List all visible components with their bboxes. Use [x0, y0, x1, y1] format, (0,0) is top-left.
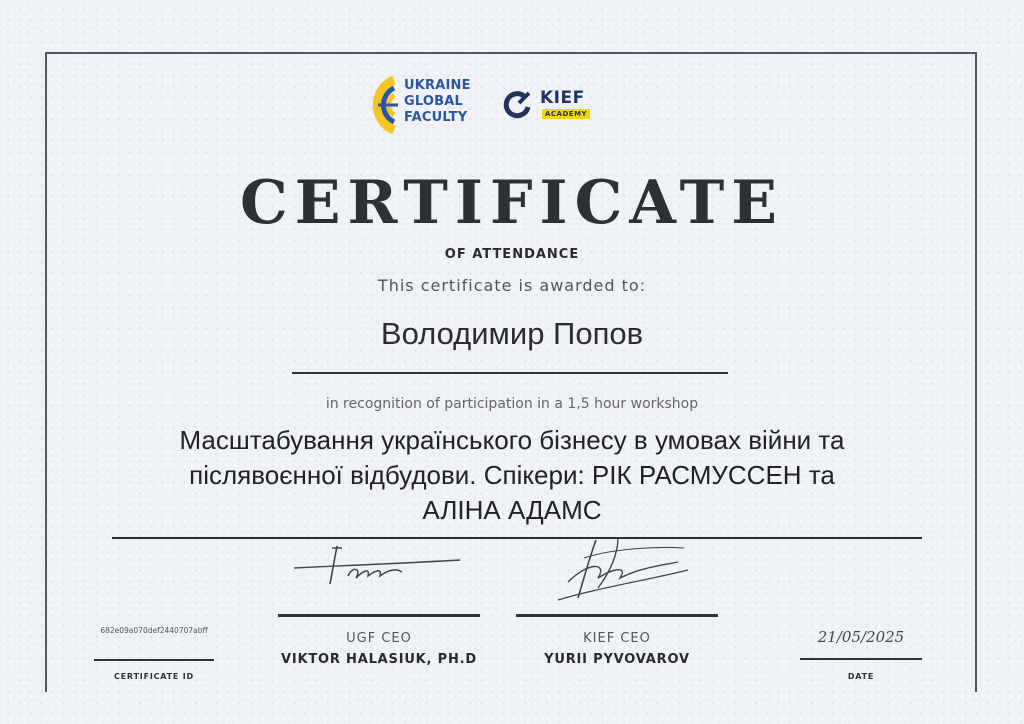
recipient-underline [292, 372, 728, 374]
awarded-text: This certificate is awarded to: [377, 276, 647, 295]
ugf-logo [364, 74, 484, 138]
date-label: DATE [847, 672, 875, 681]
date-value: 21/05/2025 [817, 628, 905, 646]
kief-ceo-name: YURII PYVOVAROV [544, 652, 690, 667]
logo-bar [364, 74, 664, 138]
kief-ceo-signature [548, 532, 698, 606]
recipient-name: Володимир Попов [380, 316, 644, 351]
workshop-title [120, 423, 904, 528]
workshop-title-line-1: Масштабування українського бізнесу в умовах війни та [179, 425, 845, 455]
certificate-id-value: 682e09a070def2440707abff [100, 626, 208, 635]
kief-ring-icon [502, 90, 534, 120]
globe-icon [364, 76, 400, 134]
certificate-id-line [94, 659, 214, 661]
ugf-line-2: GLOBAL [404, 94, 463, 109]
certificate-id-label: CERTIFICATE ID [114, 672, 194, 681]
certificate-title: CERTIFICATE [239, 168, 785, 238]
kief-logo-word: KIEF [540, 88, 585, 108]
divider [112, 537, 922, 539]
ugf-ceo-role: UGF CEO [346, 631, 412, 646]
workshop-title-line-2: післявоєнної відбудови. Спікери: РІК РАСМУССЕН та [189, 460, 835, 490]
workshop-title-line-3: АЛІНА АДАМС [422, 495, 602, 525]
ugf-logo-text [404, 78, 471, 126]
recognition-text: in recognition of participation in a 1,5 hour workshop [325, 396, 699, 412]
certificate-subtitle: OF ATTENDANCE [444, 247, 580, 262]
date-line [800, 658, 922, 660]
kief-logo [502, 88, 612, 122]
ugf-ceo-signature-line [278, 614, 480, 617]
ugf-line-3: FACULTY [404, 110, 468, 125]
ugf-ceo-name: VIKTOR HALASIUK, PH.D [281, 652, 477, 667]
ugf-ceo-signature [292, 540, 472, 600]
kief-logo-academy: ACADEMY [542, 109, 590, 119]
kief-ceo-signature-line [516, 614, 718, 617]
ugf-line-1: UKRAINE [404, 78, 471, 93]
kief-ceo-role: KIEF CEO [583, 631, 651, 646]
